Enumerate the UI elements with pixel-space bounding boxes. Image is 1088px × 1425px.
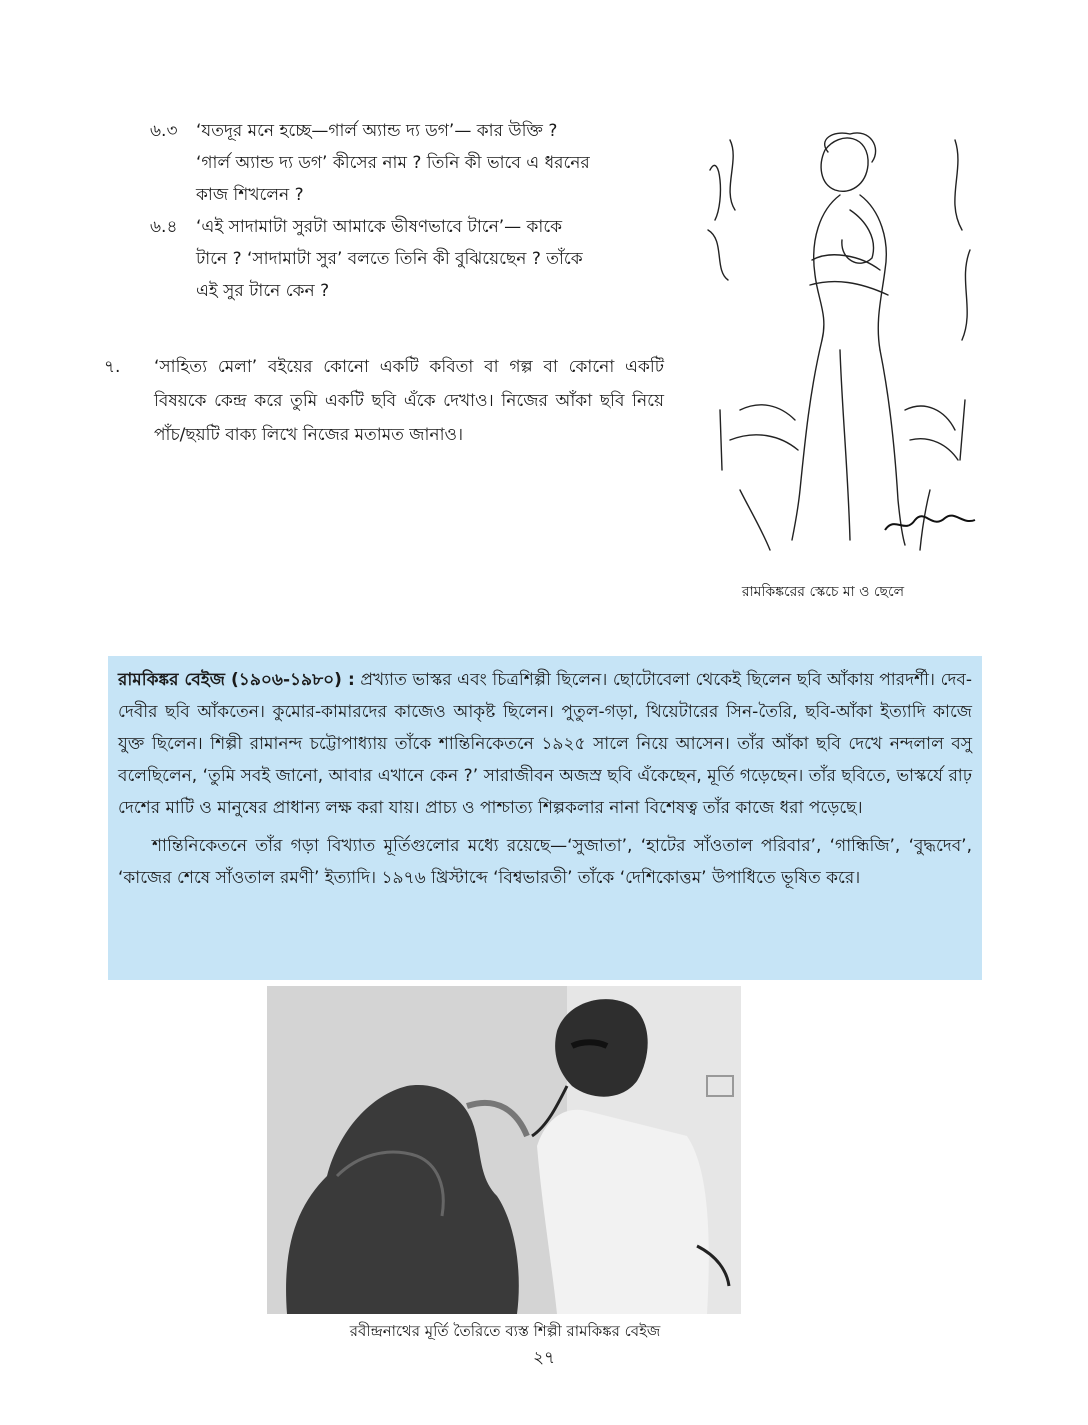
mother-child-sketch [700, 110, 985, 560]
question-6-3-text-3: কাজ শিখলেন ? [196, 185, 304, 205]
sketch-caption: রামকিঙ্করের স্কেচে মা ও ছেলে [741, 584, 905, 600]
question-6-3-number: ৬.৩ [150, 121, 178, 141]
question-6-4-text-3: এই সুর টানে কেন ? [196, 281, 330, 301]
photo-caption: রবীন্দ্রনাথের মূর্তি তৈরিতে ব্যস্ত শিল্পী রামকিঙ্কর বেইজ [349, 1322, 661, 1340]
bio-paragraph-1-text: প্রখ্যাত ভাস্কর এবং চিত্রশিল্পী ছিলেন। ছোটোবেলা থেকেই ছিলেন ছবি আঁকায় পারদর্শী। দেব-দেবীর ছবি আঁকতেন। কুমোর-কামারদের কাজেও আকৃষ্ট ছিলেন। পুতুল-গড়া, থিয়েটারের সিন-তৈরি, ছবি-আঁকা ইত্যাদি কাজে যুক্ত ছিলেন। শিল্পী রামানন্দ চট্টোপাধ্যায় তাঁকে শান্তিনিকেতনে ১৯২৫ সালে নিয়ে আসেন। তাঁর আঁকা ছবি দেখে নন্দলাল বসু বলেছিলেন, ‘তুমি সবই জানো, আবার এখানে কেন ?’ সারাজীবন অজস্র ছবি এঁকেছেন, মূর্তি গড়েছেন। তাঁর ছবিতে, ভাস্কর্যে রাঢ় দেশের মাটি ও মানুষের প্রাধান্য লক্ষ করা যায়। প্রাচ্য ও পাশ্চাত্য শিল্পকলার নানা বিশেষত্ব তাঁর কাজে ধরা পড়েছে। [118, 670, 972, 818]
bio-paragraph-1 [118, 664, 972, 824]
question-6-3-text-1: ‘যতদূর মনে হচ্ছে—গার্ল অ্যান্ড দ্য ডগ’— কার উক্তি ? [196, 121, 558, 141]
page-number: ২৭ [532, 1348, 556, 1368]
questions-6 [150, 115, 660, 307]
question-6-3-text-2: ‘গার্ল অ্যান্ড দ্য ডগ’ কীসের নাম ? তিনি কী ভাবে এ ধরনের [196, 153, 590, 173]
bio-paragraph-2: শান্তিনিকেতনে তাঁর গড়া বিখ্যাত মূর্তিগুলোর মধ্যে রয়েছে—‘সুজাতা’, ‘হাটের সাঁওতাল পরিবার’, ‘গান্ধিজি’, ‘বুদ্ধদেব’, ‘কাজের শেষে সাঁওতাল রমণী’ ইত্যাদি। ১৯৭৬ খ্রিস্টাব্দে ‘বিশ্বভারতী’ তাঁকে ‘দেশিকোত্তম’ উপাধিতে ভূষিত করে। [118, 836, 972, 888]
sculptor-photo [267, 986, 741, 1314]
artist-signature [885, 516, 975, 530]
question-6-3-line-1 [150, 115, 660, 147]
question-6-4-text-2: টানে ? ‘সাদামাটা সুর’ বলতে তিনি কী বুঝিয়েছেন ? তাঁকে [196, 249, 583, 269]
question-7-text: ‘সাহিত্য মেলা’ বইয়ের কোনো একটি কবিতা বা গল্প বা কোনো একটি বিষয়কে কেন্দ্র করে তুমি একটি ছবি এঁকে দেখাও। নিজের আঁকা ছবি নিয়ে পাঁচ/ছয়টি বাক্য লিখে নিজের মতামত জানাও। [154, 357, 664, 445]
sculptor-photo-image [267, 986, 741, 1314]
question-7 [104, 350, 664, 452]
question-6-4-line-1 [150, 211, 660, 243]
question-7-number: ৭. [104, 357, 121, 377]
bio-name: রামকিঙ্কর বেইজ (১৯০৬-১৯৮০) : [118, 670, 355, 690]
question-6-4-number: ৬.৪ [150, 217, 178, 237]
biography-box [108, 656, 982, 980]
question-6-4-text-1: ‘এই সাদামাটা সুরটা আমাকে ভীষণভাবে টানে’— কাকে [196, 217, 563, 237]
